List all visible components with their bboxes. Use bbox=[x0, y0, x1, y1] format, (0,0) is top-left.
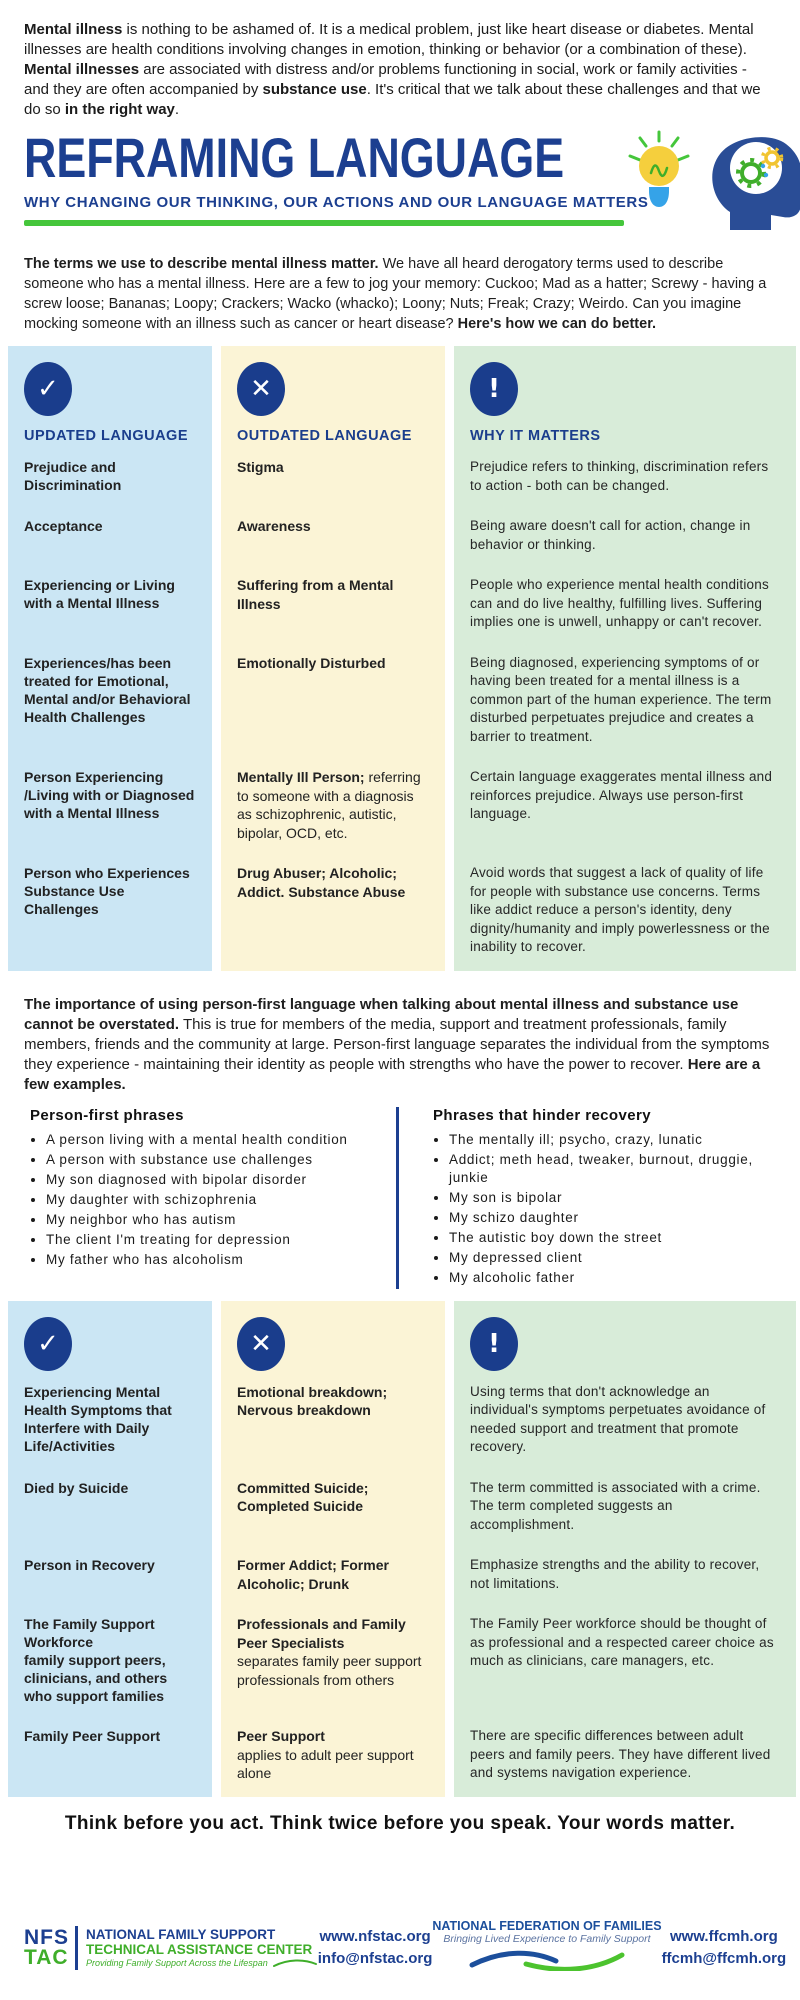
nfstac-logo: NFS TAC NATIONAL FAMILY SUPPORT TECHNICAL ASSISTANCE CENTER Providing Family Support Across the Lifespan bbox=[24, 1926, 318, 1970]
updated-cell: Person in Recovery bbox=[8, 1556, 212, 1615]
tagline: Think before you act. Think twice before you speak. Your words matter. bbox=[64, 1812, 736, 1834]
list-item: • My alcoholic father bbox=[449, 1269, 786, 1287]
nff-logo: NATIONAL FEDERATION OF FAMILIES Bringing Lived Experience to Family Support bbox=[432, 1919, 661, 1976]
hinder-recovery-list bbox=[396, 1107, 800, 1289]
lightbulb-icon bbox=[622, 128, 696, 220]
why-cell: The term committed is associated with a crime. The term completed suggests an accomplishment. bbox=[454, 1479, 796, 1557]
header bbox=[24, 128, 776, 240]
updated-cell: Prejudice and Discrimination bbox=[8, 458, 212, 517]
check-icon: ✓ bbox=[24, 362, 72, 416]
phrase-comparison bbox=[0, 1107, 800, 1289]
nff-email: ffcmh@ffcmh.org bbox=[661, 1949, 787, 1967]
column-icon-cell bbox=[8, 346, 212, 428]
nfstac-swoosh-icon bbox=[272, 1957, 318, 1969]
column-header: UPDATED LANGUAGE bbox=[8, 428, 212, 458]
hinder-recovery-title: Phrases that hinder recovery bbox=[433, 1106, 651, 1124]
updated-cell: Person Experiencing /Living with or Diagnosed with a Mental Illness bbox=[8, 768, 212, 864]
list-item: • The mentally ill; psycho, crazy, lunatic bbox=[449, 1131, 786, 1149]
column-icon-cell bbox=[454, 346, 796, 428]
why-cell: Emphasize strengths and the ability to recover, not limitations. bbox=[454, 1556, 796, 1615]
person-first-title: Person-first phrases bbox=[30, 1106, 184, 1124]
exclamation-icon: ! bbox=[470, 1317, 518, 1371]
exclamation-icon: ! bbox=[470, 362, 518, 416]
check-icon: ✓ bbox=[24, 1317, 72, 1371]
why-cell: There are specific differences between adult peers and family peers. They have different lived and systems navigation experience. bbox=[454, 1727, 796, 1797]
language-table-2 bbox=[8, 1301, 800, 1797]
updated-cell: Person who Experiences Substance Use Challenges bbox=[8, 864, 212, 971]
list-item: • A person living with a mental health condition bbox=[46, 1131, 388, 1149]
outdated-cell: Emotionally Disturbed bbox=[221, 654, 445, 769]
column-icon-cell bbox=[454, 1301, 796, 1383]
nff-waves-icon bbox=[462, 1945, 632, 1971]
page-title: REFRAMING LANGUAGE bbox=[24, 126, 565, 189]
outdated-cell: Former Addict; Former Alcoholic; Drunk bbox=[221, 1556, 445, 1615]
list-item: • My daughter with schizophrenia bbox=[46, 1191, 388, 1209]
why-cell: Avoid words that suggest a lack of quality of life for people with substance use concerns. Terms like addict reduce a person's identity, deny dignity/humanity and imply powerlessness or the inability to recover. bbox=[454, 864, 796, 971]
column-header: OUTDATED LANGUAGE bbox=[221, 428, 445, 458]
why-cell: Being aware doesn't call for action, change in behavior or thinking. bbox=[454, 517, 796, 576]
outdated-cell: Peer Support applies to adult peer support alone bbox=[221, 1727, 445, 1797]
outdated-cell: Mentally Ill Person; referring to someone with a diagnosis as schizophrenic, autistic, bipolar, OCD, etc. bbox=[221, 768, 445, 864]
why-cell: Certain language exaggerates mental illness and reinforces prejudice. Always use person-first language. bbox=[454, 768, 796, 864]
why-cell: Being diagnosed, experiencing symptoms of or having been treated for a mental illness is a common part of the human experience. The term disturbed perpetuates prejudice and creates a barrier to treatment. bbox=[454, 654, 796, 769]
list-item: • The client I'm treating for depression bbox=[46, 1231, 388, 1249]
intro-bold: Mental illness bbox=[24, 21, 123, 38]
list-item: • My son is bipolar bbox=[449, 1189, 786, 1207]
outdated-cell: Stigma bbox=[221, 458, 445, 517]
nff-website: www.ffcmh.org bbox=[669, 1927, 778, 1945]
why-cell: Using terms that don't acknowledge an individual's symptoms perpetuates avoidance of needed support and treatment that promote recovery. bbox=[454, 1383, 796, 1479]
updated-cell: Acceptance bbox=[8, 517, 212, 576]
column-icon-cell bbox=[8, 1301, 212, 1383]
outdated-cell: Drug Abuser; Alcoholic; Addict. Substance Abuse bbox=[221, 864, 445, 971]
updated-cell: The Family Support Workforce family support peers, clinicians, and others who support families bbox=[8, 1615, 212, 1727]
nfstac-website: www.nfstac.org bbox=[319, 1927, 431, 1945]
person-first-list bbox=[0, 1107, 396, 1289]
outdated-cell: Professionals and Family Peer Specialists separates family peer support professionals from others bbox=[221, 1615, 445, 1727]
list-item: • My son diagnosed with bipolar disorder bbox=[46, 1171, 388, 1189]
intro-paragraph: Mental illness is nothing to be ashamed of. It is a medical problem, just like heart disease or diabetes. Mental illnesses are health conditions involving changes in emotion, thinking or behavior (or a combination of these). Mental illnesses are associated with distress and/or problems functioning in social, work or family activities - and they are often accompanied by substance use. It's critical that we talk about these challenges and that we do so in the right way. bbox=[24, 21, 761, 118]
cross-icon: ✕ bbox=[237, 362, 285, 416]
nfstac-email: info@nfstac.org bbox=[317, 1949, 433, 1967]
footer bbox=[0, 1919, 800, 2000]
page-subtitle: WHY CHANGING OUR THINKING, OUR ACTIONS AND OUR LANGUAGE MATTERS bbox=[24, 194, 649, 211]
updated-cell: Experiences/has been treated for Emotional, Mental and/or Behavioral Health Challenges bbox=[8, 654, 212, 769]
language-table-1 bbox=[8, 346, 800, 971]
list-item: • My depressed client bbox=[449, 1249, 786, 1267]
person-first-paragraph: The importance of using person-first language when talking about mental illness and substance use cannot be overstated. This is true for members of the media, support and treatment professionals, family members, friends and the community at large. Person-first language separates the individual from the symptoms they experience - maintaining their identity as people with strengths who have the power to recover. Here are a few examples. bbox=[24, 995, 770, 1093]
updated-cell: Experiencing or Living with a Mental Illness bbox=[8, 576, 212, 654]
outdated-cell: Suffering from a Mental Illness bbox=[221, 576, 445, 654]
updated-cell: Experiencing Mental Health Symptoms that Interfere with Daily Life/Activities bbox=[8, 1383, 212, 1479]
cross-icon: ✕ bbox=[237, 1317, 285, 1371]
list-item: • The autistic boy down the street bbox=[449, 1229, 786, 1247]
why-cell: The Family Peer workforce should be thought of as professional and a respected career choice as much as clinicians, care managers, etc. bbox=[454, 1615, 796, 1727]
outdated-cell: Emotional breakdown; Nervous breakdown bbox=[221, 1383, 445, 1479]
why-cell: People who experience mental health conditions can and do live healthy, fulfilling lives. Suffering implies one is unwell, unhappy or can't recover. bbox=[454, 576, 796, 654]
list-item: • Addict; meth head, tweaker, burnout, druggie, junkie bbox=[449, 1151, 786, 1187]
column-icon-cell bbox=[221, 1301, 445, 1383]
outdated-cell: Awareness bbox=[221, 517, 445, 576]
nfstac-contact bbox=[318, 1926, 433, 1970]
why-cell: Prejudice refers to thinking, discrimination refers to action - both can be changed. bbox=[454, 458, 796, 517]
list-item: • A person with substance use challenges bbox=[46, 1151, 388, 1169]
nff-contact bbox=[662, 1926, 787, 1970]
green-divider bbox=[24, 220, 624, 226]
updated-cell: Family Peer Support bbox=[8, 1727, 212, 1797]
head-speaking-icon bbox=[696, 128, 800, 232]
outdated-cell: Committed Suicide; Completed Suicide bbox=[221, 1479, 445, 1557]
updated-cell: Died by Suicide bbox=[8, 1479, 212, 1557]
column-header: WHY IT MATTERS bbox=[454, 428, 796, 458]
list-item: • My neighbor who has autism bbox=[46, 1211, 388, 1229]
terms-paragraph: The terms we use to describe mental illness matter. We have all heard derogatory terms used to describe someone who has a mental illness. Here are a few to jog your memory: Cuckoo; Mad as a hatter; Screwy - having a screw loose; Bananas; Loopy; Crackers; Wacko (whacko); Loony; Nuts; Freak; Crazy; Weirdo. Can you imagine mocking someone with an illness such as cancer or heart disease? Here's how we can do better. bbox=[24, 256, 767, 332]
column-icon-cell bbox=[221, 346, 445, 428]
list-item: • My schizo daughter bbox=[449, 1209, 786, 1227]
list-item: • My father who has alcoholism bbox=[46, 1251, 388, 1269]
